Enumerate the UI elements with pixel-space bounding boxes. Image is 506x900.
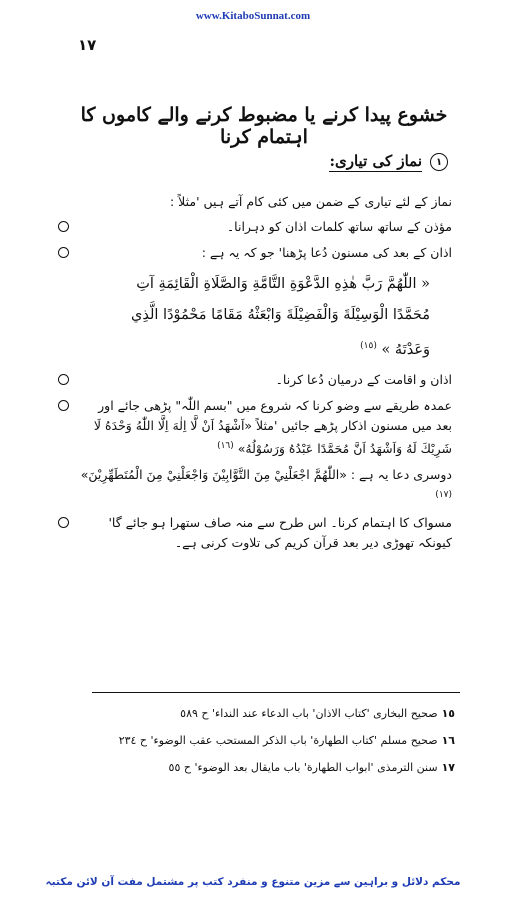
arabic-dua-block [60, 269, 430, 366]
second-dua-text: دوسری دعا یہ ہے : «اللّٰهُمَّ اجْعَلْنِيْ مِنَ التَّوَّابِيْنَ وَاجْعَلْنِيْ مِنَ الْمُتَطَهِّرِيْنَ» [80, 466, 452, 482]
page-number: ١٧ [78, 36, 97, 54]
dua-line: « اللّٰهُمَّ رَبَّ هٰذِهِ الدَّعْوَةِ التَّامَّةِ وَالصَّلَاةِ الْقَائِمَةِ آتِ [136, 276, 430, 292]
footnote-number: ١٦ [441, 734, 455, 747]
footnotes [60, 704, 455, 785]
dua-line: مُحَمَّدًا الْوَسِيْلَةَ وَالْفَضِيْلَةَ وَابْعَثْهُ مَقَامًا مَحْمُوْدًا الَّذِي [131, 307, 430, 323]
circle-bullet-icon [58, 374, 69, 385]
list-item [60, 217, 452, 237]
second-dua [80, 465, 452, 508]
circle-bullet-icon [58, 247, 69, 258]
list-item [60, 243, 452, 263]
footnote [60, 731, 455, 750]
footnote-ref: (١٧) [435, 489, 452, 500]
footnote-number: ١٥ [441, 707, 455, 720]
footnote-ref: (١٦) [217, 440, 234, 451]
site-url[interactable]: www.KitaboSunnat.com [195, 10, 311, 22]
intro-paragraph: نماز کے لئے تیاری کے ضمن میں کئی کام آتے ہیں 'مثلاً : [169, 194, 452, 209]
footnote [60, 704, 455, 723]
circle-bullet-icon [58, 517, 69, 528]
list-item-text [80, 396, 452, 459]
footnote-ref: (١٥) [360, 341, 377, 351]
library-tagline[interactable]: محکم دلائل و براہین سے مزین متنوع و منفرد کتب پر مشتمل مفت آن لائن مکتبہ [45, 876, 461, 888]
list-item [60, 396, 452, 459]
list-item [60, 513, 452, 553]
footnote-text: سنن الترمذی 'ابواب الطهارة' باب مایقال بعد الوضوء' ح ٥٥ [168, 761, 438, 774]
list-item-text: مسواک کا اہتمام کرنا۔ اس طرح سے منہ صاف ستھرا ہو جائے گا' کیونکہ تھوڑی دیر بعد قرآن کریم کی تلاوت کرنی ہے۔ [108, 515, 452, 551]
footnote-number: ١٧ [441, 761, 455, 774]
list-item-text: مؤذن کے ساتھ ساتھ کلمات اذان کو دہرانا۔ [226, 219, 452, 234]
dua-line-text: وَعَدْتَهُ » [381, 341, 430, 358]
chapter-heading: خشوع پیدا کرنے یا مضبوط کرنے والے کاموں کا اہتمام کرنا [80, 104, 448, 148]
body-text [60, 192, 452, 559]
section-title: نماز کی تیاری: [329, 152, 422, 170]
circle-bullet-icon [58, 221, 69, 232]
footnote-text: صحیح البخاری 'کتاب الاذان' باب الدعاء عند النداء' ح ٥٨٩ [180, 707, 438, 720]
list-item-text: اذان کے بعد کی مسنون دُعا پڑھنا' جو کہ یہ ہے : [201, 245, 452, 260]
dua-line [60, 331, 430, 366]
section-number: ١ [430, 153, 448, 171]
list-item-text: اذان و اقامت کے درمیان دُعا کرنا۔ [275, 371, 452, 387]
list-item-text-content: عمدہ طریقے سے وضو کرنا کہ شروع میں "بسم اللّٰہ" پڑھی جائے اور بعد میں مسنون اذکار پڑھے جائیں 'مثلاً «اَشْهَدُ اَنْ لَّا اِلٰهَ اِلَّا اللّٰهُ وَحْدَهُ لَا شَرِيْكَ لَهُ وَاَشْهَدُ اَنَّ مُحَمَّدًا عَبْدُهُ وَرَسُوْلُهُ» [93, 397, 452, 456]
circle-bullet-icon [58, 400, 69, 411]
footnote-divider [92, 692, 460, 693]
section-header [329, 152, 448, 172]
footnote-text: صحیح مسلم 'کتاب الطهارة' باب الذکر المستحب عقب الوضوء' ح ٢٣٤ [118, 734, 438, 747]
list-item [60, 370, 452, 390]
footnote [60, 758, 455, 777]
